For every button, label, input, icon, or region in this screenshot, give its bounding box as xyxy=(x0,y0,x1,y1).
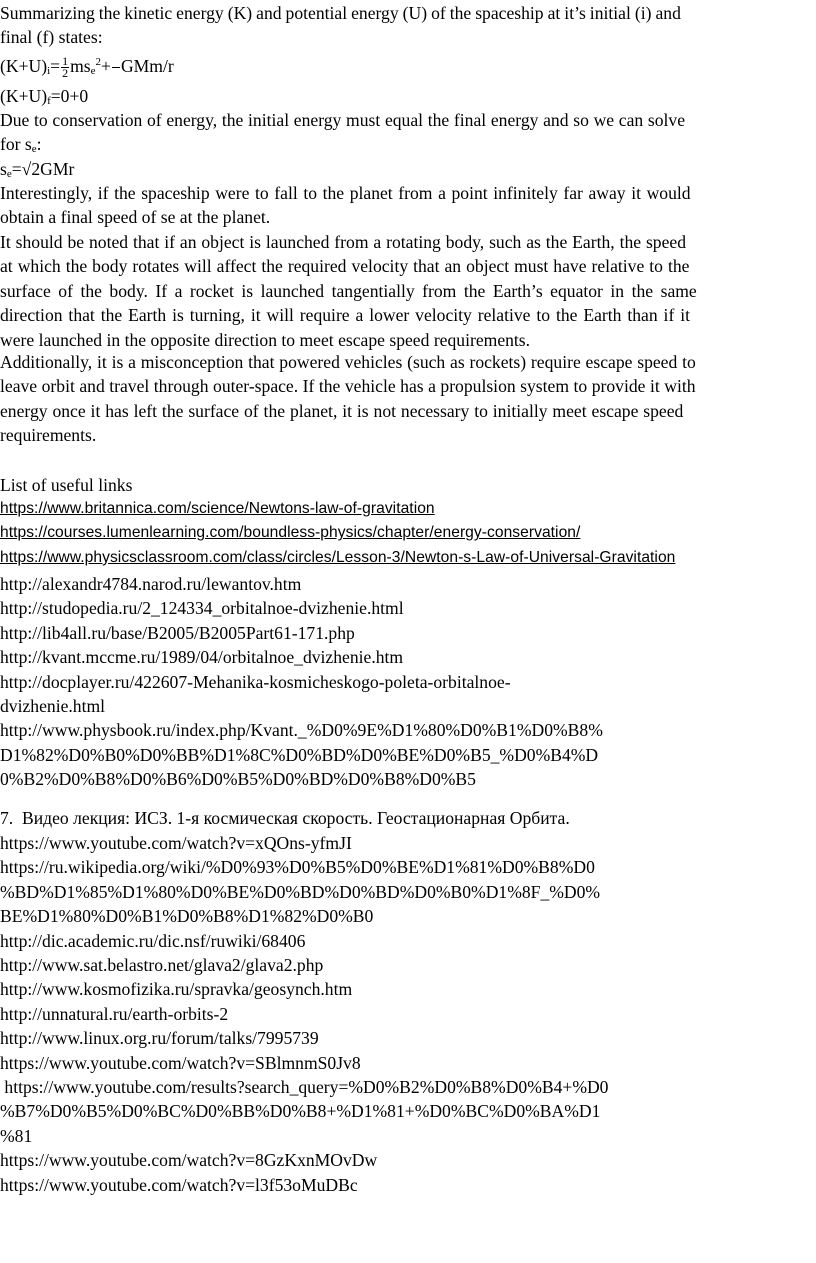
eq-initial-square: 2 xyxy=(95,56,101,68)
link-item[interactable]: https://www.youtube.com/watch?v=SBlmnmS0Jv8 xyxy=(0,1052,361,1073)
eq-initial-ms-subscript: e xyxy=(90,65,96,77)
link-lumenlearning[interactable]: https://courses.lumenlearning.com/boundless-physics/chapter/energy-conservation/ xyxy=(0,524,581,542)
summary-line-2: final (f) states: xyxy=(0,27,103,48)
summary-line-1: Summarizing the kinetic energy (K) and potential energy (U) of the spaceship at it’s initial (i) and xyxy=(0,3,681,23)
conservation-line-1: Due to conservation of energy, the initial energy must equal the final energy and so we can solve xyxy=(0,110,686,130)
link-item[interactable]: http://www.kosmofizika.ru/spravka/geosynch.htm xyxy=(0,979,353,1000)
link-item[interactable]: https://ru.wikipedia.org/wiki/%D0%93%D0%B5%D0%BE%D1%81%D0%B8%D0 xyxy=(0,857,595,878)
video-item-text: Видео лекция: ИСЗ. 1-я космическая скорость. Геостационарная Орбита. xyxy=(22,808,570,828)
paragraph-line: requirements. xyxy=(0,425,97,446)
link-item[interactable]: http://studopedia.ru/2_124334_orbitalnoe-dvizhenie.html xyxy=(0,598,404,619)
link-item-continued[interactable]: %81 xyxy=(0,1125,33,1146)
link-item[interactable]: http://kvant.mccme.ru/1989/04/orbitalnoe_dvizhenie.htm xyxy=(0,647,404,668)
eq-final-subscript: f xyxy=(47,95,51,107)
paragraph-line: obtain a final speed of se at the planet. xyxy=(0,207,271,228)
links-heading-text: List of useful links xyxy=(0,475,133,495)
conservation-line-2 xyxy=(0,132,816,156)
link-item-continued[interactable]: D1%82%D0%B0%D0%BB%D1%8C%D0%BD%D0%BE%D0%B5_%D0%B4%D xyxy=(0,744,599,765)
paragraph-line: It should be noted that if an object is launched from a rotating body, such as the Earth, the speed xyxy=(0,232,687,252)
paragraph-line: leave orbit and travel through outer-space. If the vehicle has a propulsion system to provide it with xyxy=(0,376,696,397)
eq-initial-subscript: i xyxy=(47,65,51,77)
paragraph-line: at which the body rotates will affect the required velocity that an object must have relative to the xyxy=(0,256,690,277)
fraction-numerator: 1 xyxy=(62,54,69,69)
link-item[interactable]: http://lib4all.ru/base/B2005/B2005Part61-171.php xyxy=(0,622,355,643)
minus-bar-icon xyxy=(112,67,120,68)
equation-final-energy xyxy=(0,84,816,108)
plain-links-list-a xyxy=(0,572,816,792)
paragraph-line: direction that the Earth is turning, it will require a lower velocity relative to the Earth than if it xyxy=(0,305,690,326)
link-item-continued[interactable]: dvizhenie.html xyxy=(0,696,106,717)
conservation-subscript: e xyxy=(31,143,37,156)
paragraph-line: surface of the body. If a rocket is launched tangentially from the Earth’s equator in the same xyxy=(0,280,697,301)
link-item-continued[interactable]: BE%D1%80%D0%B1%D0%B8%D1%82%D0%B0 xyxy=(0,906,374,927)
eq-speed-subscript: e xyxy=(6,168,12,180)
link-item[interactable]: http://www.sat.belastro.net/glava2/glava2.php xyxy=(0,955,324,976)
link-item-continued[interactable]: 0%B2%D0%B8%D0%B6%D0%B5%D0%BD%D0%B8%D0%B5 xyxy=(0,769,476,790)
equation-escape-speed xyxy=(0,157,816,181)
eq-initial-left: (K+U) xyxy=(0,56,48,76)
link-item[interactable]: http://alexandr4784.narod.ru/lewantov.htm xyxy=(0,574,302,594)
link-item-continued[interactable]: %B7%D0%B5%D0%BC%D0%BB%D0%B8+%D1%81+%D0%BC%D0%BA%D1 xyxy=(0,1101,601,1122)
link-item-continued[interactable]: %BD%D1%85%D1%80%D0%BE%D0%BD%D0%BD%D0%B0%D1%8F_%D0% xyxy=(0,881,601,902)
link-item[interactable]: http://unnatural.ru/earth-orbits-2 xyxy=(0,1003,229,1024)
link-item[interactable]: https://www.youtube.com/watch?v=8GzKxnMOvDw xyxy=(0,1150,378,1171)
eq-initial-equals: = xyxy=(50,56,61,76)
equation-initial-energy xyxy=(0,54,816,79)
paragraph-infinite-fall xyxy=(0,181,816,230)
eq-final-left: (K+U) xyxy=(0,86,48,106)
eq-initial-rest: GMm/r xyxy=(120,56,174,76)
paragraph-line: energy once it has left the surface of the planet, it is not necessary to initially meet escape speed xyxy=(0,400,684,421)
eq-final-rest: =0+0 xyxy=(50,86,89,106)
conservation-colon: : xyxy=(36,134,42,155)
eq-speed-s: s xyxy=(0,159,7,179)
paragraph-line: were launched in the opposite direction to meet escape speed requirements. xyxy=(0,329,531,350)
video-item-number: 7. xyxy=(0,808,14,828)
link-item[interactable]: https://www.youtube.com/watch?v=l3f53oMuDBc xyxy=(0,1174,358,1195)
links-heading xyxy=(0,473,816,497)
paragraph-line: Additionally, it is a misconception that powered vehicles (such as rockets) require escape speed to xyxy=(0,352,696,372)
underlined-links-list xyxy=(0,497,816,570)
paragraph-line: Interestingly, if the spaceship were to fall to the planet from a point infinitely far away it would xyxy=(0,183,691,203)
link-item[interactable]: http://dic.academic.ru/dic.nsf/ruwiki/68406 xyxy=(0,930,306,951)
eq-initial-ms: ms xyxy=(70,56,91,76)
eq-speed-rest: =√2GMr xyxy=(11,159,75,179)
link-item[interactable]: http://docplayer.ru/422607-Mehanika-kosmicheskogo-poleta-orbitalnoe- xyxy=(0,671,511,692)
video-lecture-item xyxy=(0,806,816,830)
paragraph-misconception xyxy=(0,350,816,448)
link-item[interactable]: http://www.linux.org.ru/forum/talks/7995739 xyxy=(0,1028,319,1049)
eq-initial-plus: + xyxy=(101,56,111,76)
link-item[interactable]: https://www.youtube.com/results?search_query=%D0%B2%D0%B8%D0%B4+%D0 xyxy=(0,1077,609,1098)
link-item[interactable]: http://www.physbook.ru/index.php/Kvant._%D0%9E%D1%80%D0%B1%D0%B8% xyxy=(0,720,603,741)
summary-paragraph xyxy=(0,1,816,50)
link-britannica[interactable]: https://www.britannica.com/science/Newtons-law-of-gravitation xyxy=(0,500,435,517)
link-item[interactable]: https://www.youtube.com/watch?v=xQOns-yfmJI xyxy=(0,833,352,853)
conservation-paragraph xyxy=(0,108,816,157)
conservation-for-s: for s xyxy=(0,134,32,155)
fraction-one-half xyxy=(61,56,69,79)
paragraph-rotating-body xyxy=(0,230,816,352)
plain-links-list-b xyxy=(0,831,816,1197)
link-physicsclassroom[interactable]: https://www.physicsclassroom.com/class/circles/Lesson-3/Newton-s-Law-of-Universal-Gravitation xyxy=(0,548,676,566)
fraction-denominator: 2 xyxy=(62,66,69,81)
